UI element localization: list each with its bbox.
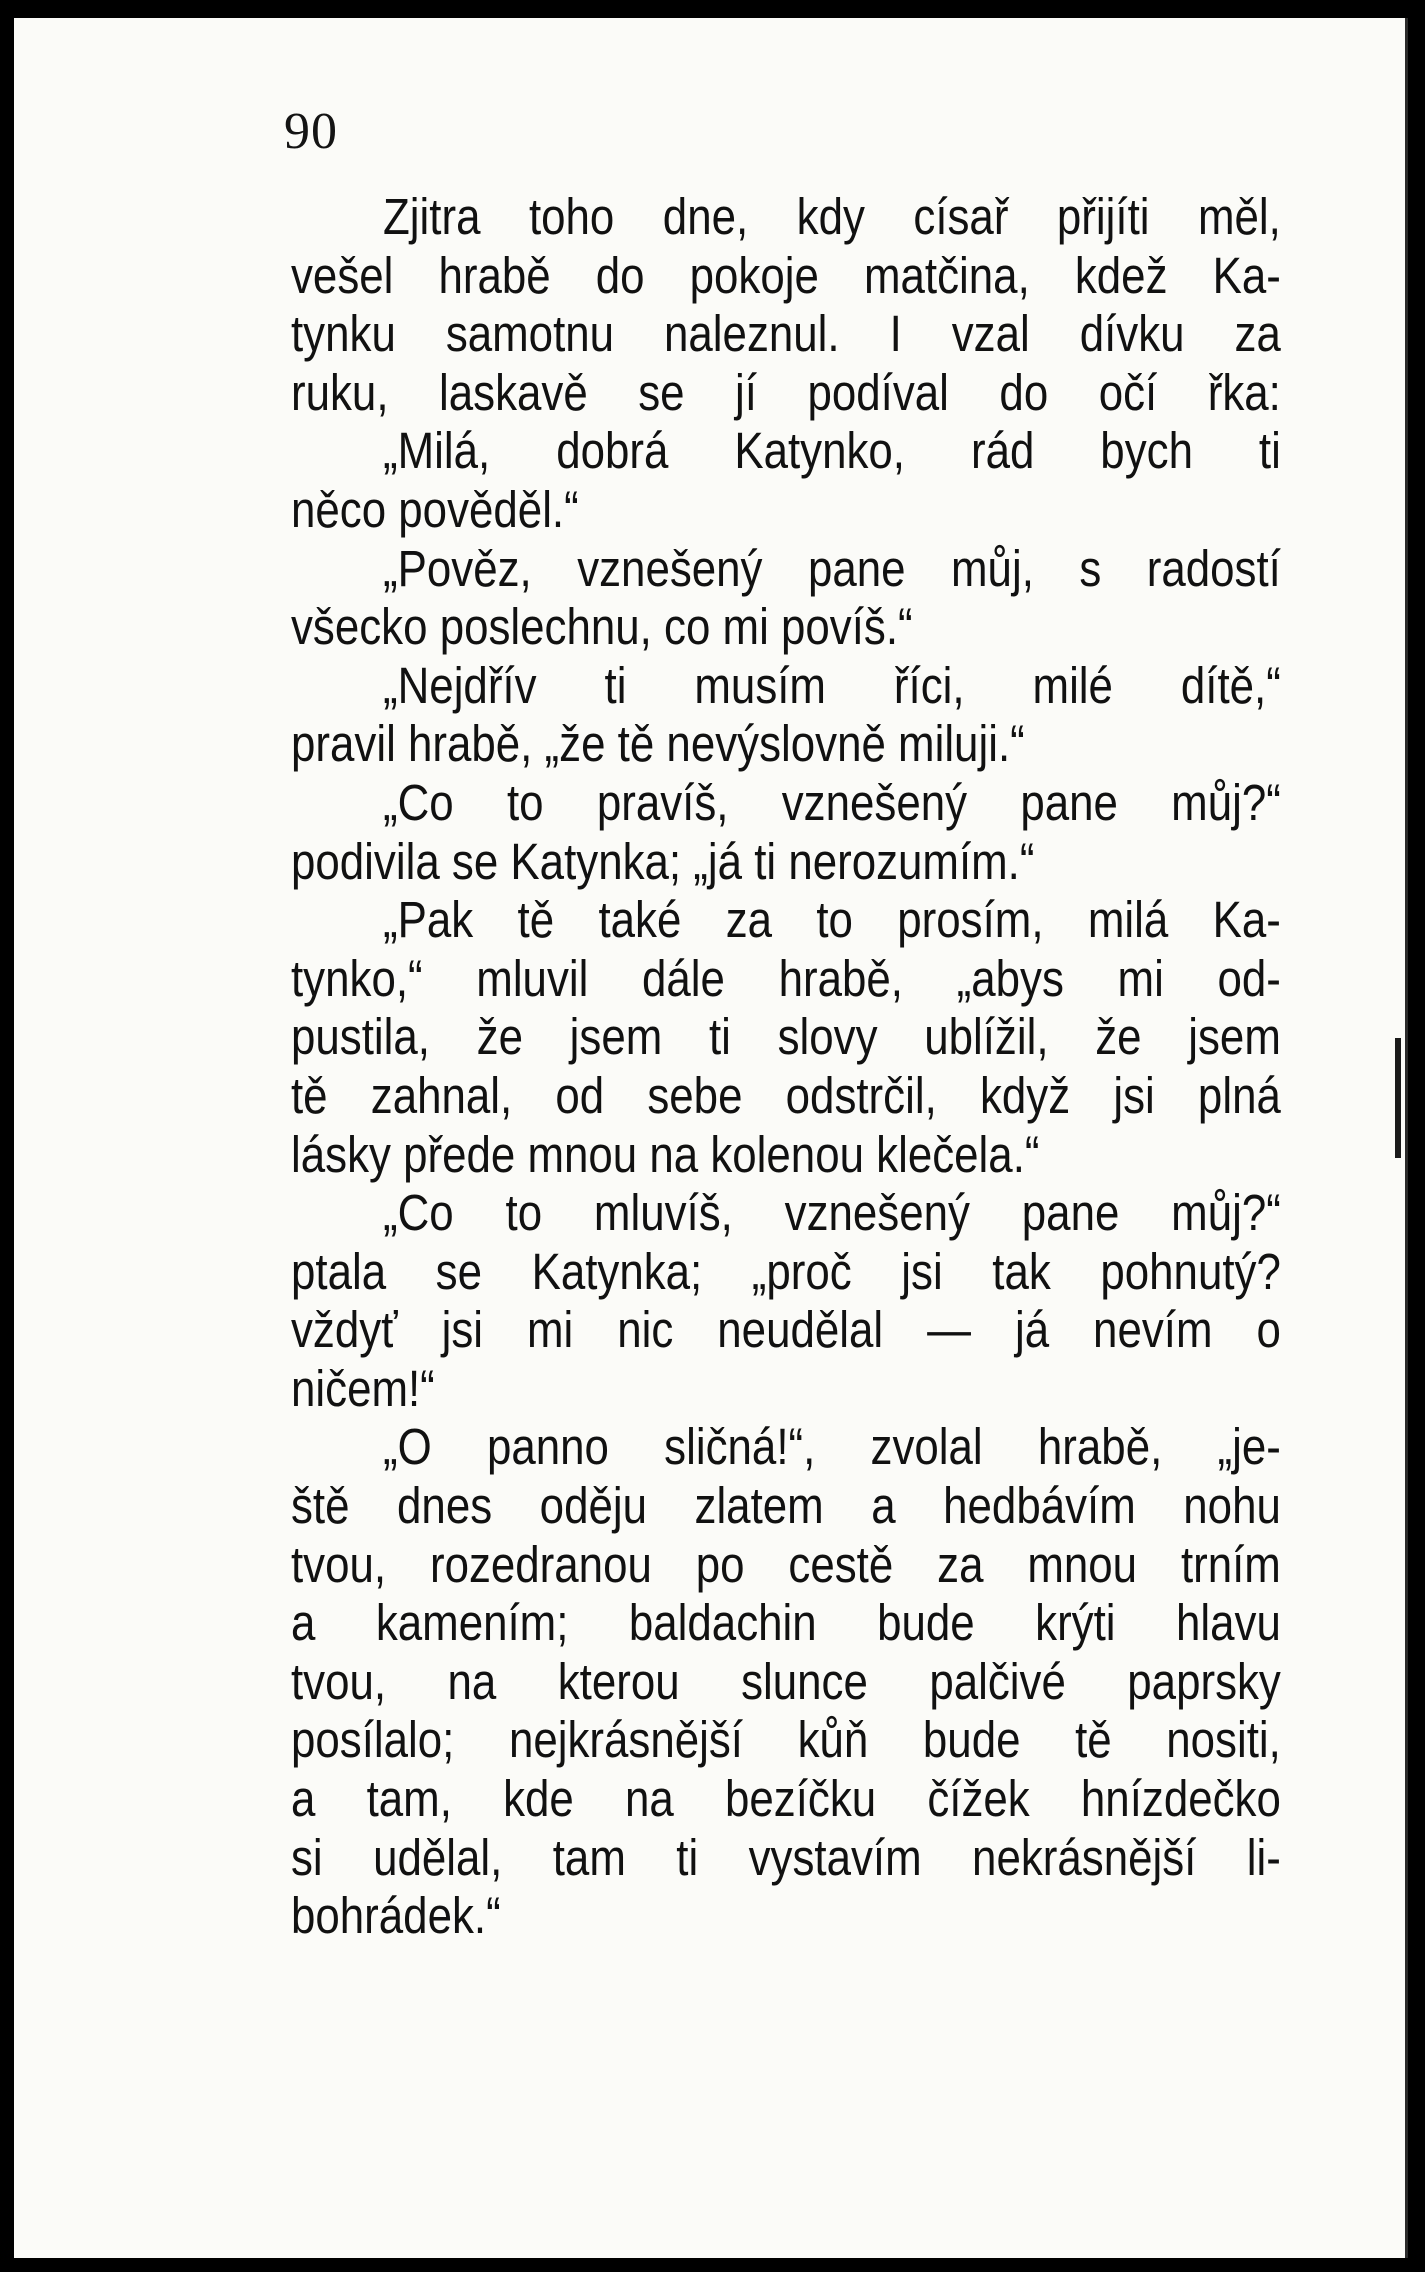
text-line: „Nejdřív ti musím říci, milé dítě,“ [383,656,1281,714]
text-line: tvou, rozedranou po cestě za mnou trním [291,1535,1281,1593]
text-line: a kamením; baldachin bude krýti hlavu [291,1594,1281,1652]
text-line: ště dnes oděju zlatem a hedbávím nohu [291,1477,1281,1535]
text-line: ničem!“ [291,1359,435,1417]
text-line: „Pověz, vznešený pane můj, s radostí [383,539,1281,597]
body-text [291,188,1281,1946]
text-line: tynko,“ mluvil dále hrabě, „abys mi od- [291,949,1281,1007]
text-line: pustila, že jsem ti slovy ublížil, že jsem [291,1008,1281,1066]
book-page [14,18,1408,2258]
text-line: Zjitra toho dne, kdy císař přijíti měl, [383,188,1281,245]
text-line: bohrádek.“ [291,1887,501,1945]
text-line: vždyť jsi mi nic neudělal — já nevím o [291,1301,1281,1359]
text-line: si udělal, tam ti vystavím nekrásnější li- [291,1828,1281,1886]
text-line: všecko poslechnu, co mi povíš.“ [291,598,913,656]
text-line: vešel hrabě do pokoje matčina, kdež Ka- [291,246,1281,304]
text-line: lásky přede mnou na kolenou klečela.“ [291,1125,1040,1183]
text-line: něco pověděl.“ [291,480,579,538]
text-line: posílalo; nejkrásnější kůň bude tě nositi, [291,1711,1281,1769]
text-line: tynku samotnu naleznul. I vzal dívku za [291,305,1281,363]
text-line: podivila se Katynka; „já ti nerozumím.“ [291,832,1035,890]
text-line: ruku, laskavě se jí podíval do očí řka: [291,363,1281,421]
text-line: tvou, na kterou slunce palčivé paprsky [291,1652,1281,1710]
text-line: „Milá, dobrá Katynko, rád bych ti [383,422,1281,480]
page-edge-mark [1395,1038,1401,1158]
page-number: 90 [284,103,338,160]
text-line: a tam, kde na bezíčku čížek hnízdečko [291,1770,1281,1828]
text-line: „O panno sličná!“, zvolal hrabě, „je- [383,1418,1281,1476]
text-line: pravil hrabě, „že tě nevýslovně miluji.“ [291,715,1025,773]
text-line: „Co to pravíš, vznešený pane můj?“ [383,773,1281,831]
text-line: ptala se Katynka; „proč jsi tak pohnutý? [291,1242,1281,1300]
text-line: tě zahnal, od sebe odstrčil, když jsi plná [291,1066,1281,1124]
text-line: „Pak tě také za to prosím, milá Ka- [383,891,1281,949]
text-line: „Co to mluvíš, vznešený pane můj?“ [383,1184,1281,1242]
